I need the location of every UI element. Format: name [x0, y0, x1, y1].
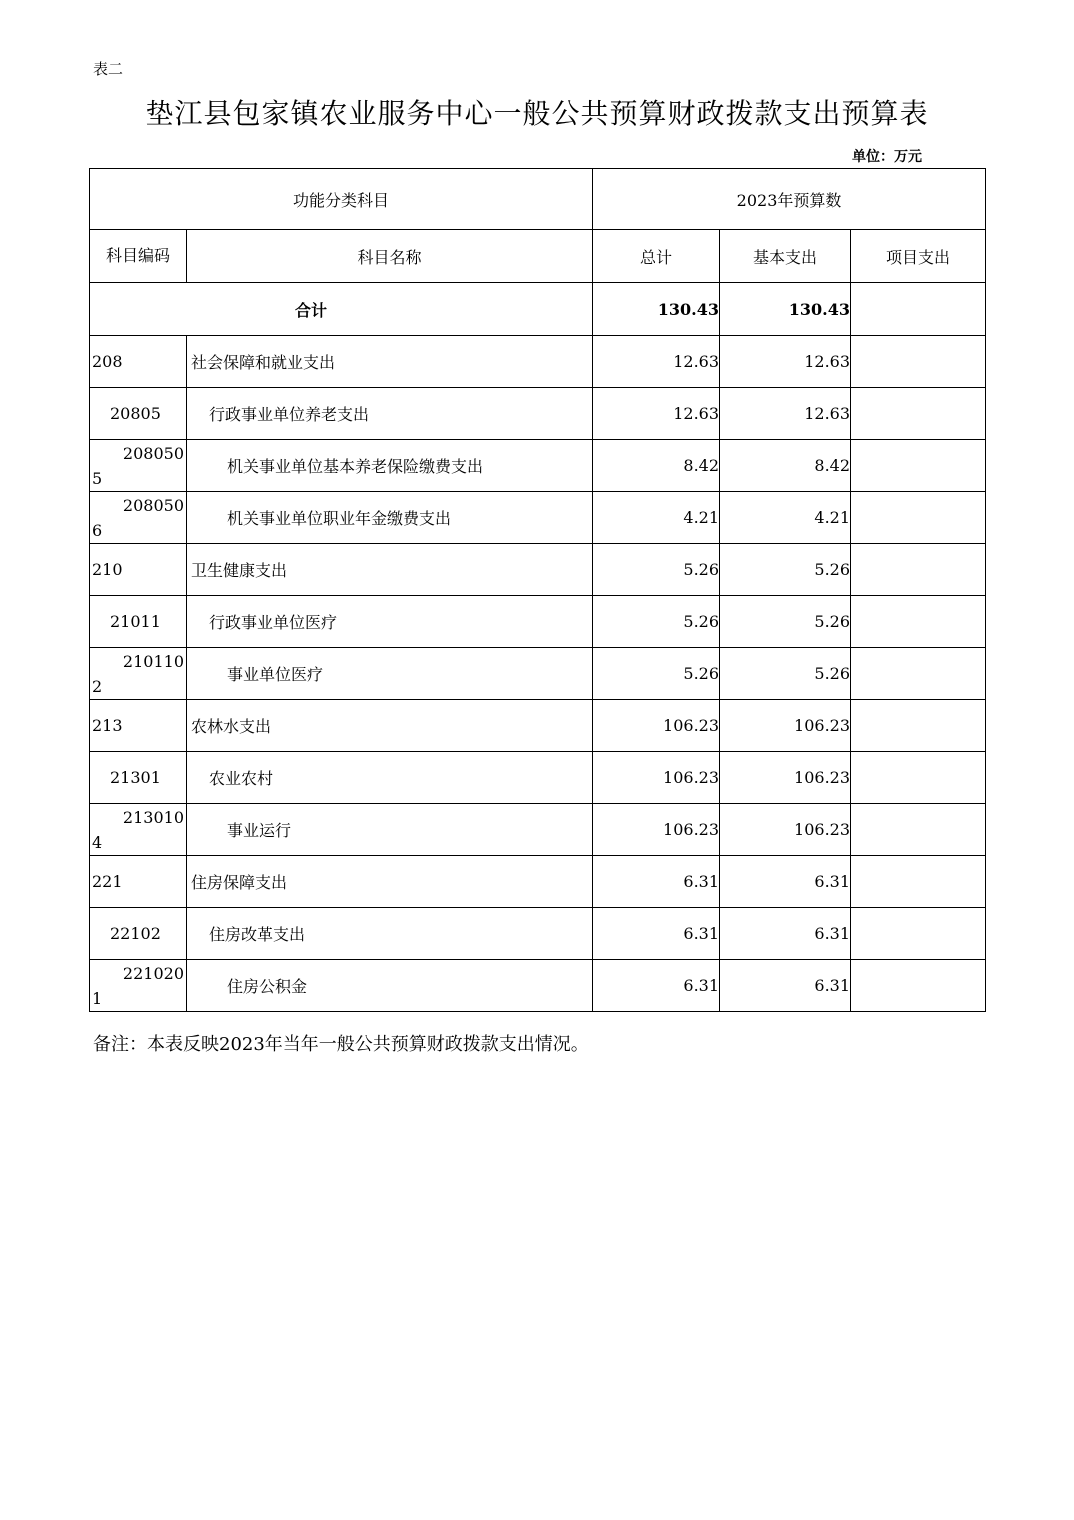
budget-table — [89, 168, 986, 1012]
subject-name: 行政事业单位养老支出 — [187, 388, 593, 440]
subject-name: 住房保障支出 — [187, 856, 593, 908]
subject-code — [90, 960, 187, 1012]
subject-code: 22102 — [90, 908, 187, 960]
column-header-row — [90, 230, 986, 283]
row-basic: 5.26 — [720, 544, 851, 596]
total-basic-amount: 130.43 — [720, 283, 851, 336]
subject-code-line2: 5 — [92, 469, 103, 488]
subject-name: 事业运行 — [187, 804, 593, 856]
row-total: 6.31 — [593, 908, 720, 960]
table-row — [90, 804, 986, 856]
subject-code — [90, 492, 187, 544]
row-project — [851, 544, 986, 596]
subject-code: 221 — [90, 856, 187, 908]
table-row — [90, 492, 986, 544]
table-row — [90, 596, 986, 648]
row-basic: 5.26 — [720, 596, 851, 648]
row-total: 8.42 — [593, 440, 720, 492]
row-project — [851, 648, 986, 700]
row-total: 5.26 — [593, 596, 720, 648]
row-total: 6.31 — [593, 856, 720, 908]
subject-name: 住房改革支出 — [187, 908, 593, 960]
row-basic: 6.31 — [720, 960, 851, 1012]
table-row — [90, 440, 986, 492]
table-label: 表二 — [93, 60, 124, 78]
table-row — [90, 544, 986, 596]
row-basic: 106.23 — [720, 804, 851, 856]
budget-year-header: 2023年预算数 — [593, 169, 986, 230]
functional-classification-header: 功能分类科目 — [90, 169, 593, 230]
row-project — [851, 336, 986, 388]
unit-label: 单位：万元 — [852, 149, 922, 165]
row-total: 106.23 — [593, 804, 720, 856]
subject-name: 行政事业单位医疗 — [187, 596, 593, 648]
table-row — [90, 960, 986, 1012]
row-project — [851, 596, 986, 648]
row-basic: 12.63 — [720, 388, 851, 440]
subject-code: 21301 — [90, 752, 187, 804]
row-basic: 106.23 — [720, 700, 851, 752]
table-row — [90, 752, 986, 804]
row-project — [851, 804, 986, 856]
row-basic: 5.26 — [720, 648, 851, 700]
subject-code-line2: 2 — [92, 677, 103, 696]
row-total: 106.23 — [593, 752, 720, 804]
subject-code: 213 — [90, 700, 187, 752]
code-column-header: 科目编码 — [90, 230, 187, 283]
project-expenditure-column-header: 项目支出 — [851, 230, 986, 283]
subject-code-line2: 6 — [92, 521, 103, 540]
subject-code-line1: 208050 — [122, 444, 184, 463]
footnote: 备注：本表反映2023年当年一般公共预算财政拨款支出情况。 — [93, 1034, 589, 1055]
basic-expenditure-column-header: 基本支出 — [720, 230, 851, 283]
table-row — [90, 648, 986, 700]
total-project-amount — [851, 283, 986, 336]
table-row — [90, 856, 986, 908]
table-row — [90, 908, 986, 960]
table-row — [90, 700, 986, 752]
subject-code-line2: 4 — [92, 833, 103, 852]
row-total: 6.31 — [593, 960, 720, 1012]
subject-code: 20805 — [90, 388, 187, 440]
subject-name: 机关事业单位基本养老保险缴费支出 — [187, 440, 593, 492]
subject-code-line1: 213010 — [122, 808, 184, 827]
subject-code: 210 — [90, 544, 187, 596]
row-total: 5.26 — [593, 544, 720, 596]
subject-code — [90, 804, 187, 856]
total-row — [90, 283, 986, 336]
row-project — [851, 492, 986, 544]
row-basic: 6.31 — [720, 908, 851, 960]
total-column-header: 总计 — [593, 230, 720, 283]
row-project — [851, 752, 986, 804]
subject-name: 住房公积金 — [187, 960, 593, 1012]
row-total: 106.23 — [593, 700, 720, 752]
row-total: 5.26 — [593, 648, 720, 700]
total-amount: 130.43 — [593, 283, 720, 336]
row-total: 12.63 — [593, 388, 720, 440]
row-basic: 8.42 — [720, 440, 851, 492]
row-project — [851, 388, 986, 440]
row-basic: 6.31 — [720, 856, 851, 908]
subject-name: 机关事业单位职业年金缴费支出 — [187, 492, 593, 544]
subject-code-line1: 208050 — [122, 496, 184, 515]
subject-code: 21011 — [90, 596, 187, 648]
row-project — [851, 908, 986, 960]
subject-name: 社会保障和就业支出 — [187, 336, 593, 388]
row-basic: 4.21 — [720, 492, 851, 544]
subject-code: 208 — [90, 336, 187, 388]
subject-code-line1: 221020 — [122, 964, 184, 983]
subject-name: 农业农村 — [187, 752, 593, 804]
name-column-header: 科目名称 — [187, 230, 593, 283]
table-row — [90, 336, 986, 388]
row-basic: 106.23 — [720, 752, 851, 804]
row-total: 4.21 — [593, 492, 720, 544]
page-title: 垫江县包家镇农业服务中心一般公共预算财政拨款支出预算表 — [145, 97, 929, 130]
subject-name: 事业单位医疗 — [187, 648, 593, 700]
subject-code-line2: 1 — [92, 989, 103, 1008]
row-basic: 12.63 — [720, 336, 851, 388]
subject-name: 卫生健康支出 — [187, 544, 593, 596]
row-project — [851, 440, 986, 492]
row-project — [851, 960, 986, 1012]
row-project — [851, 856, 986, 908]
subject-code — [90, 648, 187, 700]
subject-code — [90, 440, 187, 492]
row-total: 12.63 — [593, 336, 720, 388]
subject-name: 农林水支出 — [187, 700, 593, 752]
table-row — [90, 388, 986, 440]
row-project — [851, 700, 986, 752]
subject-code-line1: 210110 — [122, 652, 184, 671]
total-label: 合计 — [90, 283, 593, 336]
group-header-row — [90, 169, 986, 230]
